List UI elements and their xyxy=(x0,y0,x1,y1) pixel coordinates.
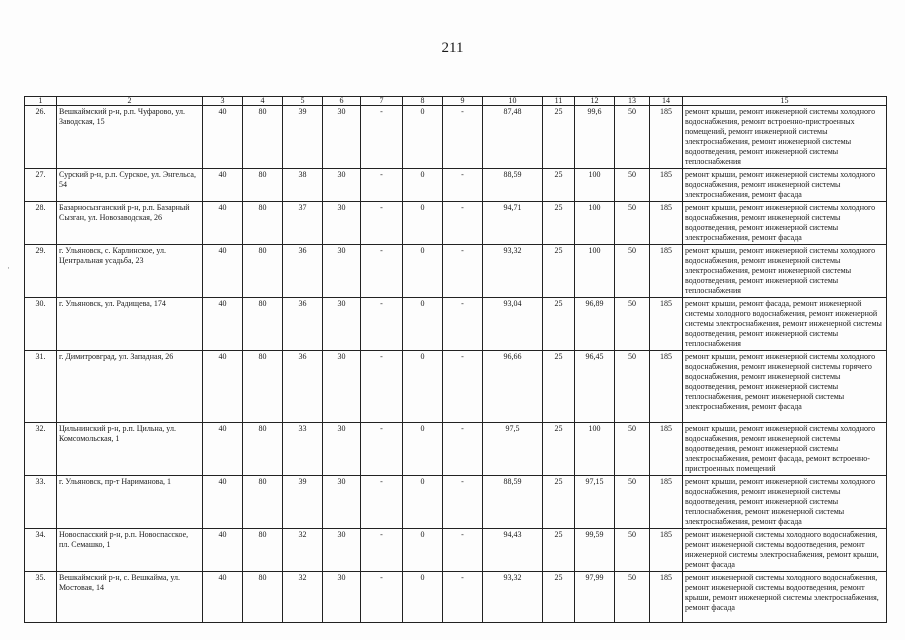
col-3-value: 40 xyxy=(203,106,243,169)
work-types: ремонт инженерной системы холодного водоснабжения, ремонт инженерной системы водоотведения, ремонт крыши, ремонт инженерной системы электроснабжения, ремонт фасада xyxy=(683,572,887,623)
col-7-value: - xyxy=(361,423,403,476)
col-6-value: 30 xyxy=(323,529,361,572)
col-6-value: 30 xyxy=(323,351,361,423)
table-row xyxy=(25,245,887,298)
col-5-value: 36 xyxy=(283,298,323,351)
column-number: 13 xyxy=(615,97,650,106)
row-number: 32. xyxy=(25,423,57,476)
col-5-value: 39 xyxy=(283,106,323,169)
col-5-value: 36 xyxy=(283,245,323,298)
col-3-value: 40 xyxy=(203,202,243,245)
row-number: 34. xyxy=(25,529,57,572)
col-10-value: 88,59 xyxy=(483,169,543,202)
work-types: ремонт крыши, ремонт инженерной системы холодного водоснабжения, ремонт инженерной системы водоотведения, ремонт инженерной системы электроснабжения, ремонт фасада, ремонт встроенно-пристроенных помещений xyxy=(683,423,887,476)
col-11-value: 25 xyxy=(543,169,575,202)
col-6-value: 30 xyxy=(323,298,361,351)
column-number: 7 xyxy=(361,97,403,106)
col-13-value: 50 xyxy=(615,572,650,623)
col-7-value: - xyxy=(361,351,403,423)
repair-table xyxy=(24,96,887,623)
col-14-value: 185 xyxy=(650,529,683,572)
col-12-value: 99,6 xyxy=(575,106,615,169)
work-types: ремонт инженерной системы холодного водоснабжения, ремонт инженерной системы водоотведения, ремонт инженерной системы электроснабжения, ремонт крыши, ремонт фасада xyxy=(683,529,887,572)
col-9-value: - xyxy=(443,476,483,529)
col-8-value: 0 xyxy=(403,529,443,572)
col-14-value: 185 xyxy=(650,298,683,351)
row-number: 27. xyxy=(25,169,57,202)
address: г. Ульяновск, ул. Радищева, 174 xyxy=(57,298,203,351)
col-6-value: 30 xyxy=(323,423,361,476)
col-14-value: 185 xyxy=(650,106,683,169)
col-6-value: 30 xyxy=(323,572,361,623)
col-4-value: 80 xyxy=(243,298,283,351)
col-4-value: 80 xyxy=(243,572,283,623)
column-number: 9 xyxy=(443,97,483,106)
table-row xyxy=(25,298,887,351)
page-number: 211 xyxy=(441,40,464,56)
col-8-value: 0 xyxy=(403,245,443,298)
column-number: 2 xyxy=(57,97,203,106)
col-7-value: - xyxy=(361,106,403,169)
work-types: ремонт крыши, ремонт инженерной системы холодного водоснабжения, ремонт инженерной системы водоотведения, ремонт инженерной системы теплоснабжения, ремонт инженерной системы электроснабжения, ремонт фасада xyxy=(683,476,887,529)
row-number: 26. xyxy=(25,106,57,169)
col-6-value: 30 xyxy=(323,169,361,202)
col-6-value: 30 xyxy=(323,476,361,529)
table-row xyxy=(25,423,887,476)
col-11-value: 25 xyxy=(543,351,575,423)
col-8-value: 0 xyxy=(403,169,443,202)
col-9-value: - xyxy=(443,169,483,202)
work-types: ремонт крыши, ремонт инженерной системы холодного водоснабжения, ремонт встроенно-пристроенных помещений, ремонт инженерной системы электроснабжения, ремонт инженерной системы водоотведения, ремонт инженерной системы теплоснабжения xyxy=(683,106,887,169)
col-8-value: 0 xyxy=(403,476,443,529)
col-4-value: 80 xyxy=(243,169,283,202)
col-9-value: - xyxy=(443,106,483,169)
col-5-value: 36 xyxy=(283,351,323,423)
col-4-value: 80 xyxy=(243,106,283,169)
col-4-value: 80 xyxy=(243,423,283,476)
col-7-value: - xyxy=(361,529,403,572)
col-7-value: - xyxy=(361,298,403,351)
column-number: 15 xyxy=(683,97,887,106)
table-row xyxy=(25,529,887,572)
address: Цильнинский р-н, р.п. Цильна, ул. Комсомольская, 1 xyxy=(57,423,203,476)
column-number: 6 xyxy=(323,97,361,106)
work-types: ремонт крыши, ремонт фасада, ремонт инженерной системы холодного водоснабжения, ремонт инженерной системы электроснабжения, ремонт инженерной системы водоотведения, ремонт инженерной системы теплоснабжения xyxy=(683,298,887,351)
col-10-value: 88,59 xyxy=(483,476,543,529)
column-number: 5 xyxy=(283,97,323,106)
col-13-value: 50 xyxy=(615,423,650,476)
col-6-value: 30 xyxy=(323,106,361,169)
col-10-value: 93,32 xyxy=(483,245,543,298)
col-5-value: 39 xyxy=(283,476,323,529)
col-12-value: 96,45 xyxy=(575,351,615,423)
col-4-value: 80 xyxy=(243,529,283,572)
col-14-value: 185 xyxy=(650,572,683,623)
col-13-value: 50 xyxy=(615,202,650,245)
col-12-value: 97,15 xyxy=(575,476,615,529)
col-13-value: 50 xyxy=(615,476,650,529)
table-row xyxy=(25,572,887,623)
col-3-value: 40 xyxy=(203,476,243,529)
column-number: 1 xyxy=(25,97,57,106)
col-6-value: 30 xyxy=(323,202,361,245)
col-12-value: 100 xyxy=(575,245,615,298)
col-11-value: 25 xyxy=(543,572,575,623)
col-13-value: 50 xyxy=(615,106,650,169)
col-11-value: 25 xyxy=(543,245,575,298)
col-14-value: 185 xyxy=(650,423,683,476)
col-10-value: 93,04 xyxy=(483,298,543,351)
col-5-value: 32 xyxy=(283,529,323,572)
col-11-value: 25 xyxy=(543,298,575,351)
col-5-value: 38 xyxy=(283,169,323,202)
row-number: 33. xyxy=(25,476,57,529)
col-12-value: 100 xyxy=(575,169,615,202)
col-3-value: 40 xyxy=(203,245,243,298)
col-8-value: 0 xyxy=(403,298,443,351)
table-row xyxy=(25,202,887,245)
col-10-value: 87,48 xyxy=(483,106,543,169)
col-8-value: 0 xyxy=(403,351,443,423)
col-7-value: - xyxy=(361,169,403,202)
col-3-value: 40 xyxy=(203,423,243,476)
col-11-value: 25 xyxy=(543,476,575,529)
col-11-value: 25 xyxy=(543,202,575,245)
work-types: ремонт крыши, ремонт инженерной системы холодного водоснабжения, ремонт инженерной системы горячего водоснабжения, ремонт инженерной системы водоотведения, ремонт инженерной системы теплоснабжения, ремонт инженерной системы электроснабжения, ремонт фасада xyxy=(683,351,887,423)
col-9-value: - xyxy=(443,245,483,298)
table-row xyxy=(25,106,887,169)
col-8-value: 0 xyxy=(403,202,443,245)
margin-mark: · xyxy=(7,263,10,273)
col-13-value: 50 xyxy=(615,351,650,423)
row-number: 31. xyxy=(25,351,57,423)
column-number: 3 xyxy=(203,97,243,106)
address: г. Димитровград, ул. Западная, 26 xyxy=(57,351,203,423)
col-5-value: 33 xyxy=(283,423,323,476)
work-types: ремонт крыши, ремонт инженерной системы холодного водоснабжения, ремонт инженерной системы водоотведения, ремонт инженерной системы электроснабжения, ремонт фасада xyxy=(683,202,887,245)
column-number: 12 xyxy=(575,97,615,106)
table-row xyxy=(25,351,887,423)
col-9-value: - xyxy=(443,202,483,245)
col-10-value: 97,5 xyxy=(483,423,543,476)
col-9-value: - xyxy=(443,529,483,572)
address: Новоспасский р-н, р.п. Новоспасское, пл. Семашко, 1 xyxy=(57,529,203,572)
col-10-value: 93,32 xyxy=(483,572,543,623)
address: г. Ульяновск, с. Карлинское, ул. Центральная усадьба, 23 xyxy=(57,245,203,298)
work-types: ремонт крыши, ремонт инженерной системы холодного водоснабжения, ремонт инженерной системы электроснабжения, ремонт фасада xyxy=(683,169,887,202)
col-3-value: 40 xyxy=(203,169,243,202)
col-12-value: 96,89 xyxy=(575,298,615,351)
table-row xyxy=(25,169,887,202)
row-number: 30. xyxy=(25,298,57,351)
col-12-value: 100 xyxy=(575,423,615,476)
col-13-value: 50 xyxy=(615,169,650,202)
col-10-value: 96,66 xyxy=(483,351,543,423)
table-row xyxy=(25,476,887,529)
col-3-value: 40 xyxy=(203,351,243,423)
column-number: 4 xyxy=(243,97,283,106)
col-11-value: 25 xyxy=(543,529,575,572)
row-number: 28. xyxy=(25,202,57,245)
col-7-value: - xyxy=(361,245,403,298)
col-10-value: 94,43 xyxy=(483,529,543,572)
address: Вешкаймский р-н, р.п. Чуфарово, ул. Заводская, 15 xyxy=(57,106,203,169)
col-4-value: 80 xyxy=(243,351,283,423)
address: Базарносызганский р-н, р.п. Базарный Сызган, ул. Новозаводская, 26 xyxy=(57,202,203,245)
col-8-value: 0 xyxy=(403,106,443,169)
col-9-value: - xyxy=(443,351,483,423)
col-12-value: 99,59 xyxy=(575,529,615,572)
col-9-value: - xyxy=(443,572,483,623)
row-number: 29. xyxy=(25,245,57,298)
address: Вешкаймский р-н, с. Вешкайма, ул. Мостовая, 14 xyxy=(57,572,203,623)
col-9-value: - xyxy=(443,423,483,476)
address: г. Ульяновск, пр-т Нариманова, 1 xyxy=(57,476,203,529)
col-14-value: 185 xyxy=(650,476,683,529)
col-5-value: 37 xyxy=(283,202,323,245)
col-7-value: - xyxy=(361,202,403,245)
column-number: 10 xyxy=(483,97,543,106)
col-7-value: - xyxy=(361,572,403,623)
col-12-value: 100 xyxy=(575,202,615,245)
col-14-value: 185 xyxy=(650,245,683,298)
col-14-value: 185 xyxy=(650,169,683,202)
col-3-value: 40 xyxy=(203,572,243,623)
col-12-value: 97,99 xyxy=(575,572,615,623)
column-number: 11 xyxy=(543,97,575,106)
row-number: 35. xyxy=(25,572,57,623)
column-number: 8 xyxy=(403,97,443,106)
col-13-value: 50 xyxy=(615,298,650,351)
col-8-value: 0 xyxy=(403,572,443,623)
col-4-value: 80 xyxy=(243,476,283,529)
column-number: 14 xyxy=(650,97,683,106)
col-11-value: 25 xyxy=(543,423,575,476)
col-14-value: 185 xyxy=(650,202,683,245)
work-types: ремонт крыши, ремонт инженерной системы холодного водоснабжения, ремонт инженерной системы электроснабжения, ремонт инженерной системы водоотведения, ремонт инженерной системы теплоснабжения xyxy=(683,245,887,298)
col-14-value: 185 xyxy=(650,351,683,423)
column-number-row xyxy=(25,97,887,106)
col-5-value: 32 xyxy=(283,572,323,623)
col-4-value: 80 xyxy=(243,202,283,245)
col-10-value: 94,71 xyxy=(483,202,543,245)
col-3-value: 40 xyxy=(203,298,243,351)
col-3-value: 40 xyxy=(203,529,243,572)
col-4-value: 80 xyxy=(243,245,283,298)
col-6-value: 30 xyxy=(323,245,361,298)
col-13-value: 50 xyxy=(615,245,650,298)
col-7-value: - xyxy=(361,476,403,529)
col-9-value: - xyxy=(443,298,483,351)
col-8-value: 0 xyxy=(403,423,443,476)
col-11-value: 25 xyxy=(543,106,575,169)
col-13-value: 50 xyxy=(615,529,650,572)
address: Сурский р-н, р.п. Сурское, ул. Энгельса, 54 xyxy=(57,169,203,202)
